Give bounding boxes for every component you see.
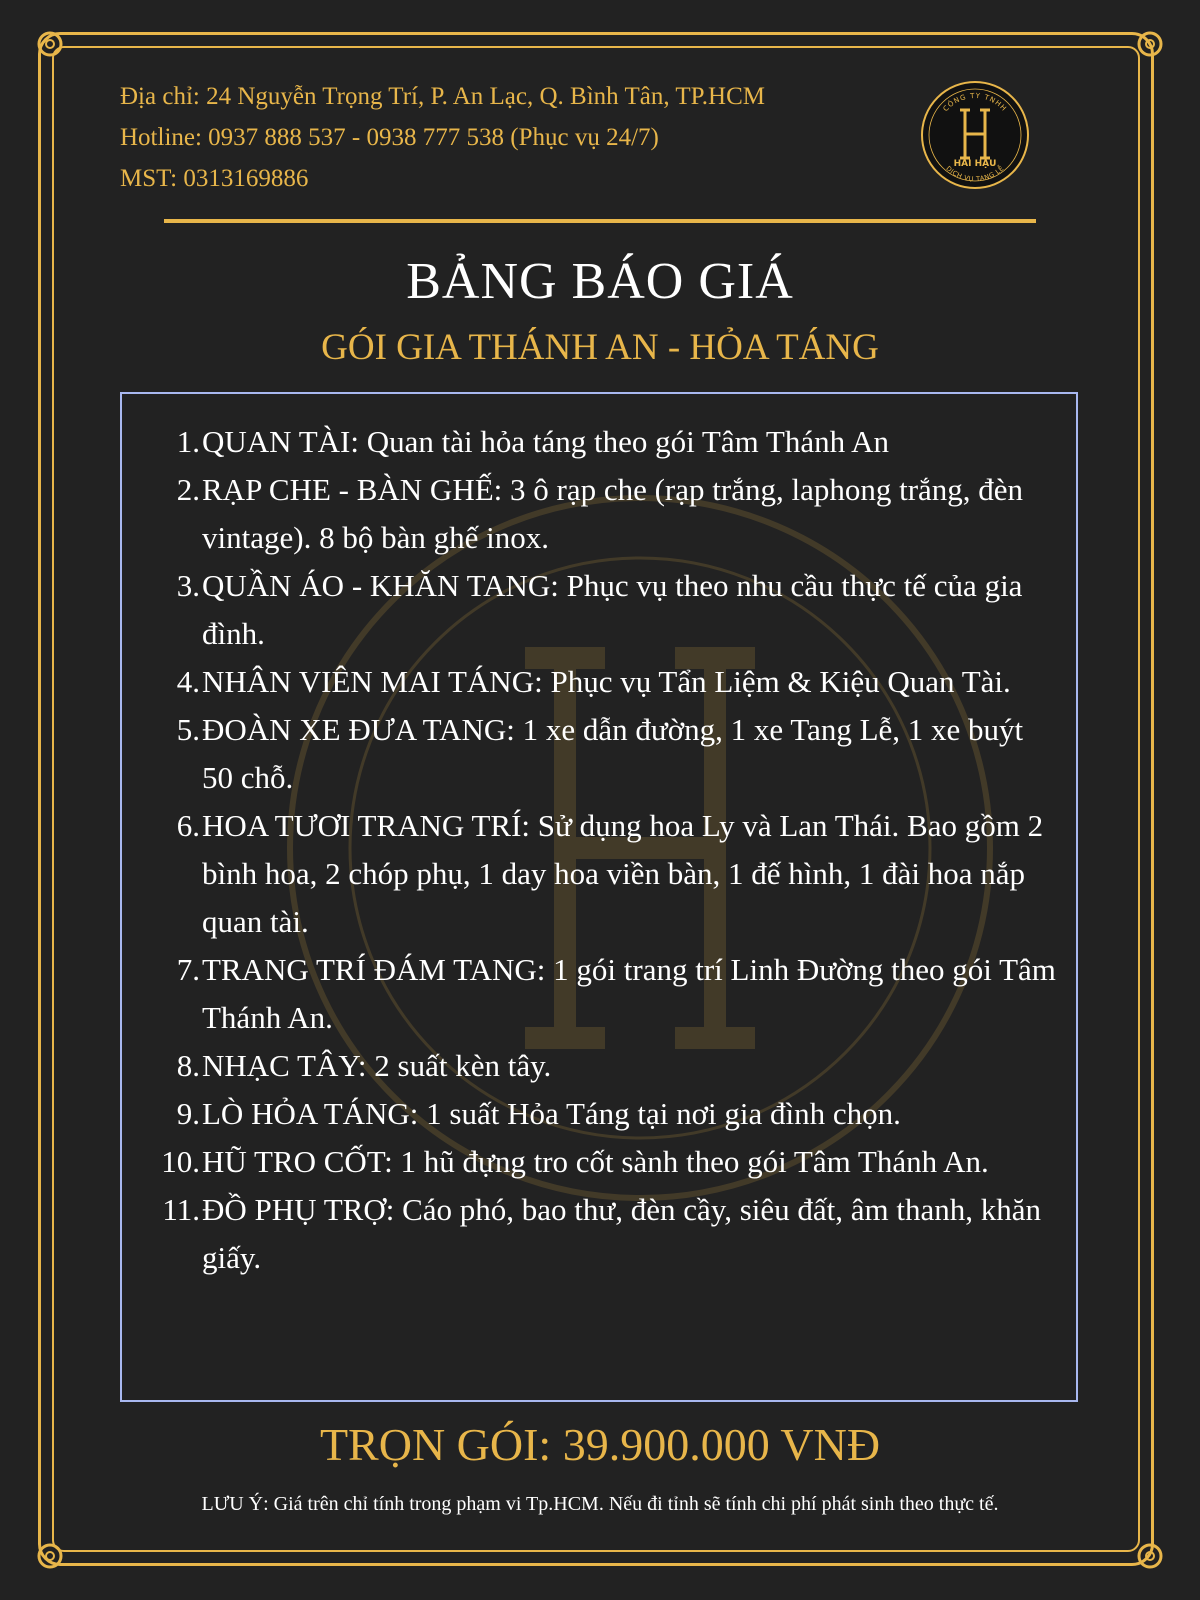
service-items-list <box>146 418 1056 1282</box>
contact-info <box>120 76 765 199</box>
header-divider <box>164 219 1036 223</box>
company-logo <box>920 80 1030 190</box>
list-item <box>146 946 1056 1042</box>
hotline-text: Hotline: 0937 888 537 - 0938 777 538 (Phục vụ 24/7) <box>120 124 659 151</box>
item-text: QUAN TÀI: Quan tài hỏa táng theo gói Tâm Thánh An <box>202 424 890 459</box>
logo-name: HAI HẬU <box>953 159 997 169</box>
list-item <box>146 1090 1056 1138</box>
list-item <box>146 1042 1056 1090</box>
address-text: Địa chỉ: 24 Nguyễn Trọng Trí, P. An Lạc, Q. Bình Tân, TP.HCM <box>120 83 765 110</box>
corner-ornament-icon <box>1118 24 1170 76</box>
item-number: 9. <box>176 1096 200 1131</box>
item-text: HŨ TRO CỐT: 1 hũ đựng tro cốt sành theo gói Tâm Thánh An. <box>202 1144 989 1179</box>
item-number: 8. <box>176 1048 200 1083</box>
item-number: 11. <box>162 1192 200 1227</box>
logo-bottom-text: DỊCH VỤ TANG LỄ <box>944 164 1006 184</box>
list-item <box>146 562 1056 658</box>
item-number: 6. <box>176 808 200 843</box>
item-text: NHẠC TÂY: 2 suất kèn tây. <box>202 1048 552 1083</box>
item-number: 1. <box>176 424 200 459</box>
item-text: RẠP CHE - BÀN GHẾ: 3 ô rạp che (rạp trắng, laphong trắng, đèn vintage). 8 bộ bàn ghế inox. <box>202 472 1024 555</box>
list-item <box>146 1186 1056 1282</box>
item-number: 4. <box>176 664 200 699</box>
item-text: ĐỒ PHỤ TRỢ: Cáo phó, bao thư, đèn cầy, siêu đất, âm thanh, khăn giấy. <box>202 1192 1042 1275</box>
item-text: LÒ HỎA TÁNG: 1 suất Hỏa Táng tại nơi gia đình chọn. <box>202 1096 901 1131</box>
logo-top-text: CÔNG TY TNHH <box>941 91 1009 114</box>
list-item <box>146 706 1056 802</box>
corner-ornament-icon <box>30 1524 82 1576</box>
item-text: HOA TƯƠI TRANG TRÍ: Sử dụng hoa Ly và Lan Thái. Bao gồm 2 bình hoa, 2 chóp phụ, 1 day hoa viền bàn, 1 đế hình, 1 đài hoa nắp quan tài. <box>202 808 1044 939</box>
list-item <box>146 466 1056 562</box>
note-text: LƯU Ý: Giá trên chỉ tính trong phạm vi Tp.HCM. Nếu đi tỉnh sẽ tính chi phí phát sinh theo thực tế. <box>201 1493 999 1515</box>
item-text: QUẦN ÁO - KHĂN TANG: Phục vụ theo nhu cầu thực tế của gia đình. <box>202 568 1023 651</box>
item-text: ĐOÀN XE ĐƯA TANG: 1 xe dẫn đường, 1 xe Tang Lễ, 1 xe buýt 50 chỗ. <box>202 712 1024 795</box>
list-item <box>146 1138 1056 1186</box>
total-price: TRỌN GÓI: 39.900.000 VNĐ <box>319 1419 881 1470</box>
item-number: 7. <box>176 952 200 987</box>
list-item <box>146 418 1056 466</box>
list-item <box>146 802 1056 946</box>
corner-ornament-icon <box>30 24 82 76</box>
item-number: 3. <box>176 568 200 603</box>
package-subtitle: GÓI GIA THÁNH AN - HỎA TÁNG <box>321 327 879 368</box>
item-text: TRANG TRÍ ĐÁM TANG: 1 gói trang trí Linh Đường theo gói Tâm Thánh An. <box>202 952 1056 1035</box>
corner-ornament-icon <box>1118 1524 1170 1576</box>
list-item <box>146 658 1056 706</box>
item-number: 5. <box>176 712 200 747</box>
item-text: NHÂN VIÊN MAI TÁNG: Phục vụ Tẩn Liệm & Kiệu Quan Tài. <box>202 664 1011 699</box>
page-title: BẢNG BÁO GIÁ <box>406 253 794 310</box>
tax-code-text: MST: 0313169886 <box>120 165 309 192</box>
item-number: 2. <box>176 472 200 507</box>
item-number: 10. <box>161 1144 200 1179</box>
